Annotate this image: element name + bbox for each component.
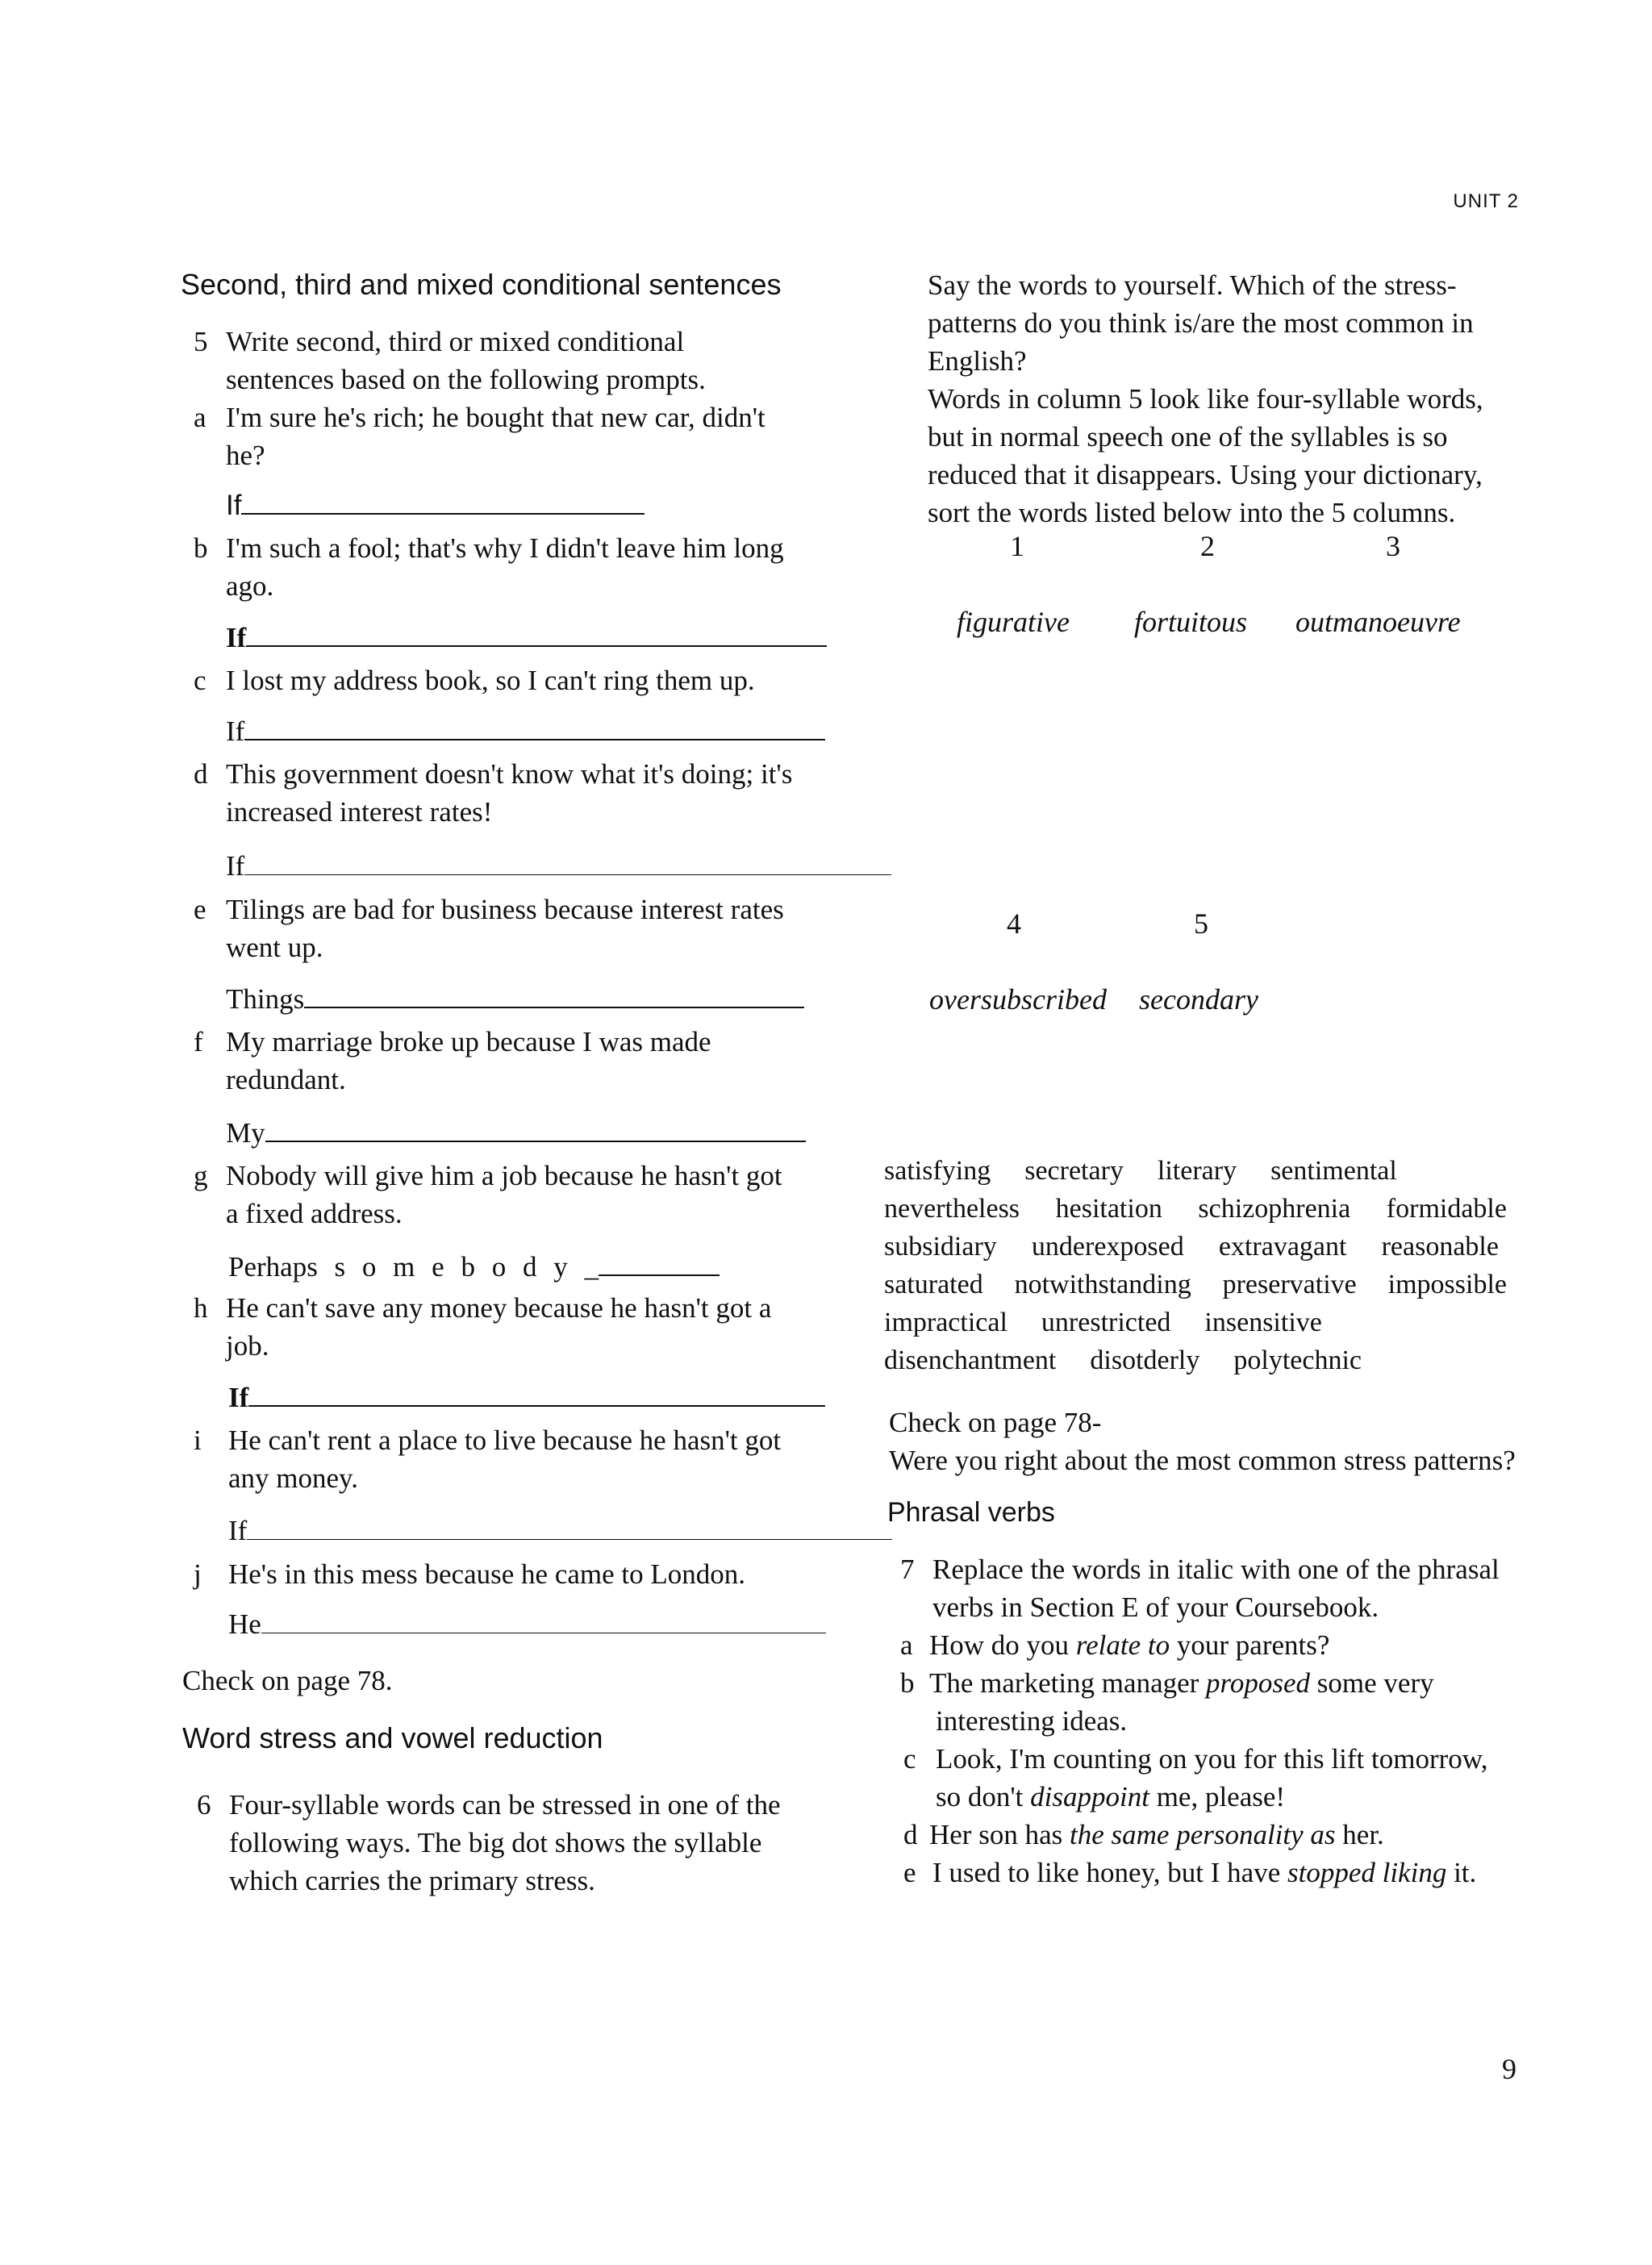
italic-phrase: the same personality as <box>1070 1819 1336 1850</box>
text: it. <box>1446 1857 1477 1888</box>
word: hesitation <box>1055 1194 1162 1224</box>
answer-starter: If <box>226 490 242 521</box>
text: Her son has <box>929 1819 1070 1850</box>
text: The marketing manager <box>929 1667 1207 1699</box>
answer-line-c[interactable] <box>226 711 825 750</box>
item-prompt: He can't save any money because he hasn't got a <box>226 1292 772 1324</box>
stress-text-line: reduced that it disappears. Using your dictionary, <box>928 459 1483 490</box>
check-page-78: Check on page 78. <box>182 1665 393 1696</box>
italic-phrase: relate to <box>1075 1629 1170 1661</box>
word: impractical <box>884 1308 1007 1337</box>
section-title-word-stress: Word stress and vowel reduction <box>182 1721 603 1754</box>
answer-starter: Perhaps s o m e b o d y _ <box>228 1251 599 1283</box>
word: extravagant <box>1218 1232 1347 1262</box>
phrasal-item-b <box>929 1664 1434 1702</box>
item-prompt-cont: job. <box>226 1330 269 1362</box>
word: formidable <box>1386 1194 1507 1224</box>
word: schizophrenia <box>1198 1194 1351 1224</box>
text: some very <box>1310 1667 1434 1699</box>
word: insensitive <box>1204 1308 1322 1337</box>
item-prompt-cont: redundant. <box>226 1064 346 1095</box>
item-prompt-cont: went up. <box>226 932 323 963</box>
word: notwithstanding <box>1014 1270 1191 1299</box>
exercise-7-instruction-1: Replace the words in italic with one of the phrasal <box>932 1554 1500 1585</box>
exercise-5-instruction-1: Write second, third or mixed conditional <box>226 326 685 357</box>
phrasal-item-c-cont <box>936 1778 1285 1816</box>
word: reasonable <box>1381 1232 1499 1262</box>
item-prompt-cont: ago. <box>226 570 274 602</box>
column-1-example: figurative <box>957 606 1070 638</box>
item-label: g <box>194 1160 208 1191</box>
stress-text-line: patterns do you think is/are the most common in <box>928 307 1474 339</box>
text: I used to like honey, but I have <box>932 1857 1287 1888</box>
item-label: d <box>903 1819 918 1850</box>
phrasal-item-d <box>929 1816 1384 1854</box>
word-row <box>884 1190 1507 1228</box>
answer-starter: If <box>226 622 247 653</box>
item-label: a <box>900 1629 913 1661</box>
item-label: h <box>194 1292 208 1324</box>
answer-starter: My <box>226 1117 265 1149</box>
unit-label: UNIT 2 <box>1453 190 1519 212</box>
stress-text-line: Say the words to yourself. Which of the stress- <box>928 269 1457 301</box>
word: disotderly <box>1090 1345 1200 1375</box>
word-row <box>884 1341 1513 1379</box>
answer-starter: Things <box>226 983 305 1015</box>
check-page-78-stress: Check on page 78- <box>889 1407 1102 1438</box>
text: me, please! <box>1149 1781 1286 1812</box>
word: preservative <box>1222 1270 1357 1299</box>
column-2-number: 2 <box>1200 530 1215 562</box>
exercise-6-line: which carries the primary stress. <box>229 1865 595 1896</box>
phrasal-item-c: Look, I'm counting on you for this lift tomorrow, <box>936 1743 1488 1775</box>
exercise-6-line: Four-syllable words can be stressed in one of the <box>229 1789 781 1821</box>
item-prompt: He's in this mess because he came to London. <box>228 1558 746 1590</box>
answer-line-j[interactable] <box>228 1605 826 1643</box>
word-row <box>884 1228 1499 1266</box>
item-prompt: I'm such a fool; that's why I didn't leave him long <box>226 532 784 564</box>
word-row <box>884 1266 1507 1304</box>
answer-line-i[interactable] <box>228 1512 892 1550</box>
word: satisfying <box>884 1156 991 1186</box>
item-label: c <box>194 665 206 696</box>
column-4-example: oversubscribed <box>929 983 1107 1016</box>
word: disenchantment <box>884 1345 1057 1375</box>
item-prompt: He can't rent a place to live because he hasn't got <box>228 1424 782 1456</box>
italic-phrase: stopped liking <box>1287 1857 1447 1888</box>
answer-starter: If <box>228 1515 248 1546</box>
item-prompt-cont: any money. <box>228 1462 359 1494</box>
word: polytechnic <box>1233 1345 1362 1375</box>
exercise-6-line: following ways. The big dot shows the syllable <box>229 1827 762 1858</box>
column-5-number: 5 <box>1194 907 1208 940</box>
item-prompt-cont: a fixed address. <box>226 1198 403 1229</box>
answer-line-e[interactable] <box>226 979 804 1018</box>
answer-line-b[interactable] <box>226 618 827 657</box>
column-2-example: fortuitous <box>1134 606 1248 638</box>
column-5-example: secondary <box>1139 983 1258 1016</box>
column-1-number: 1 <box>1010 530 1024 562</box>
italic-phrase: disappoint <box>1030 1781 1149 1812</box>
word: literary <box>1157 1156 1237 1186</box>
phrasal-item-b-cont: interesting ideas. <box>936 1705 1128 1737</box>
item-prompt: I'm sure he's rich; he bought that new car, didn't <box>226 402 766 433</box>
page-number: 9 <box>1502 2053 1516 2085</box>
text: so don't <box>936 1781 1031 1812</box>
answer-starter: If <box>226 850 245 882</box>
section-title-conditionals: Second, third and mixed conditional sentences <box>181 268 782 301</box>
word: sentimental <box>1270 1156 1397 1186</box>
stress-text-line: but in normal speech one of the syllables is so <box>928 421 1448 453</box>
answer-line-g[interactable] <box>228 1247 720 1286</box>
column-3-example: outmanoeuvre <box>1295 606 1461 638</box>
word: nevertheless <box>884 1194 1020 1224</box>
text: your parents? <box>1170 1629 1330 1661</box>
exercise-5-instruction-2: sentences based on the following prompts. <box>226 364 706 395</box>
answer-line-d[interactable] <box>226 847 891 885</box>
item-prompt: Nobody will give him a job because he hasn't got <box>226 1160 782 1191</box>
item-label: b <box>900 1667 915 1699</box>
item-prompt: This government doesn't know what it's doing; it's <box>226 758 793 790</box>
answer-starter: If <box>228 1382 249 1413</box>
answer-line-h[interactable] <box>228 1378 825 1416</box>
word-row <box>884 1304 1513 1341</box>
item-label: e <box>903 1857 916 1888</box>
column-4-number: 4 <box>1007 907 1021 940</box>
word-row <box>884 1152 1513 1190</box>
word: saturated <box>884 1270 983 1299</box>
word: unrestricted <box>1041 1308 1171 1337</box>
phrasal-item-a <box>929 1626 1329 1664</box>
item-label: a <box>194 402 206 433</box>
phrasal-item-e <box>932 1854 1476 1892</box>
stress-text-line: English? <box>928 345 1027 377</box>
item-prompt-cont: he? <box>226 440 265 471</box>
word: secretary <box>1024 1156 1124 1186</box>
word: underexposed <box>1031 1232 1184 1262</box>
text: How do you <box>929 1629 1076 1661</box>
item-label: b <box>194 532 208 564</box>
column-3-number: 3 <box>1386 530 1400 562</box>
exercise-7-instruction-2: verbs in Section E of your Coursebook. <box>932 1591 1379 1623</box>
item-prompt: Tilings are bad for business because interest rates <box>226 894 784 925</box>
answer-line-f[interactable] <box>226 1113 806 1152</box>
item-prompt: My marriage broke up because I was made <box>226 1026 711 1057</box>
item-prompt: I lost my address book, so I can't ring them up. <box>226 665 755 696</box>
italic-phrase: proposed <box>1206 1667 1311 1699</box>
item-label: d <box>194 758 208 790</box>
word: impossible <box>1387 1270 1507 1299</box>
item-label: c <box>903 1743 916 1775</box>
answer-starter: He <box>228 1608 261 1640</box>
answer-starter: If <box>226 715 245 747</box>
item-label: e <box>194 894 206 925</box>
stress-pattern-question: Were you right about the most common stress patterns? <box>889 1445 1516 1476</box>
word-list <box>884 1152 1513 1379</box>
item-label: j <box>194 1558 202 1590</box>
exercise-5-number: 5 <box>194 326 208 357</box>
section-title-phrasal-verbs: Phrasal verbs <box>887 1497 1055 1528</box>
stress-text-line: Words in column 5 look like four-syllable words, <box>928 383 1483 415</box>
item-label: i <box>194 1424 202 1456</box>
text: her. <box>1335 1819 1384 1850</box>
stress-text-line: sort the words listed below into the 5 columns. <box>928 497 1456 528</box>
exercise-6-number: 6 <box>197 1789 211 1821</box>
answer-line-a[interactable] <box>226 486 645 524</box>
word: subsidiary <box>884 1232 997 1262</box>
item-prompt-cont: increased interest rates! <box>226 796 493 828</box>
item-label: f <box>194 1026 203 1057</box>
exercise-7-number: 7 <box>900 1554 915 1585</box>
